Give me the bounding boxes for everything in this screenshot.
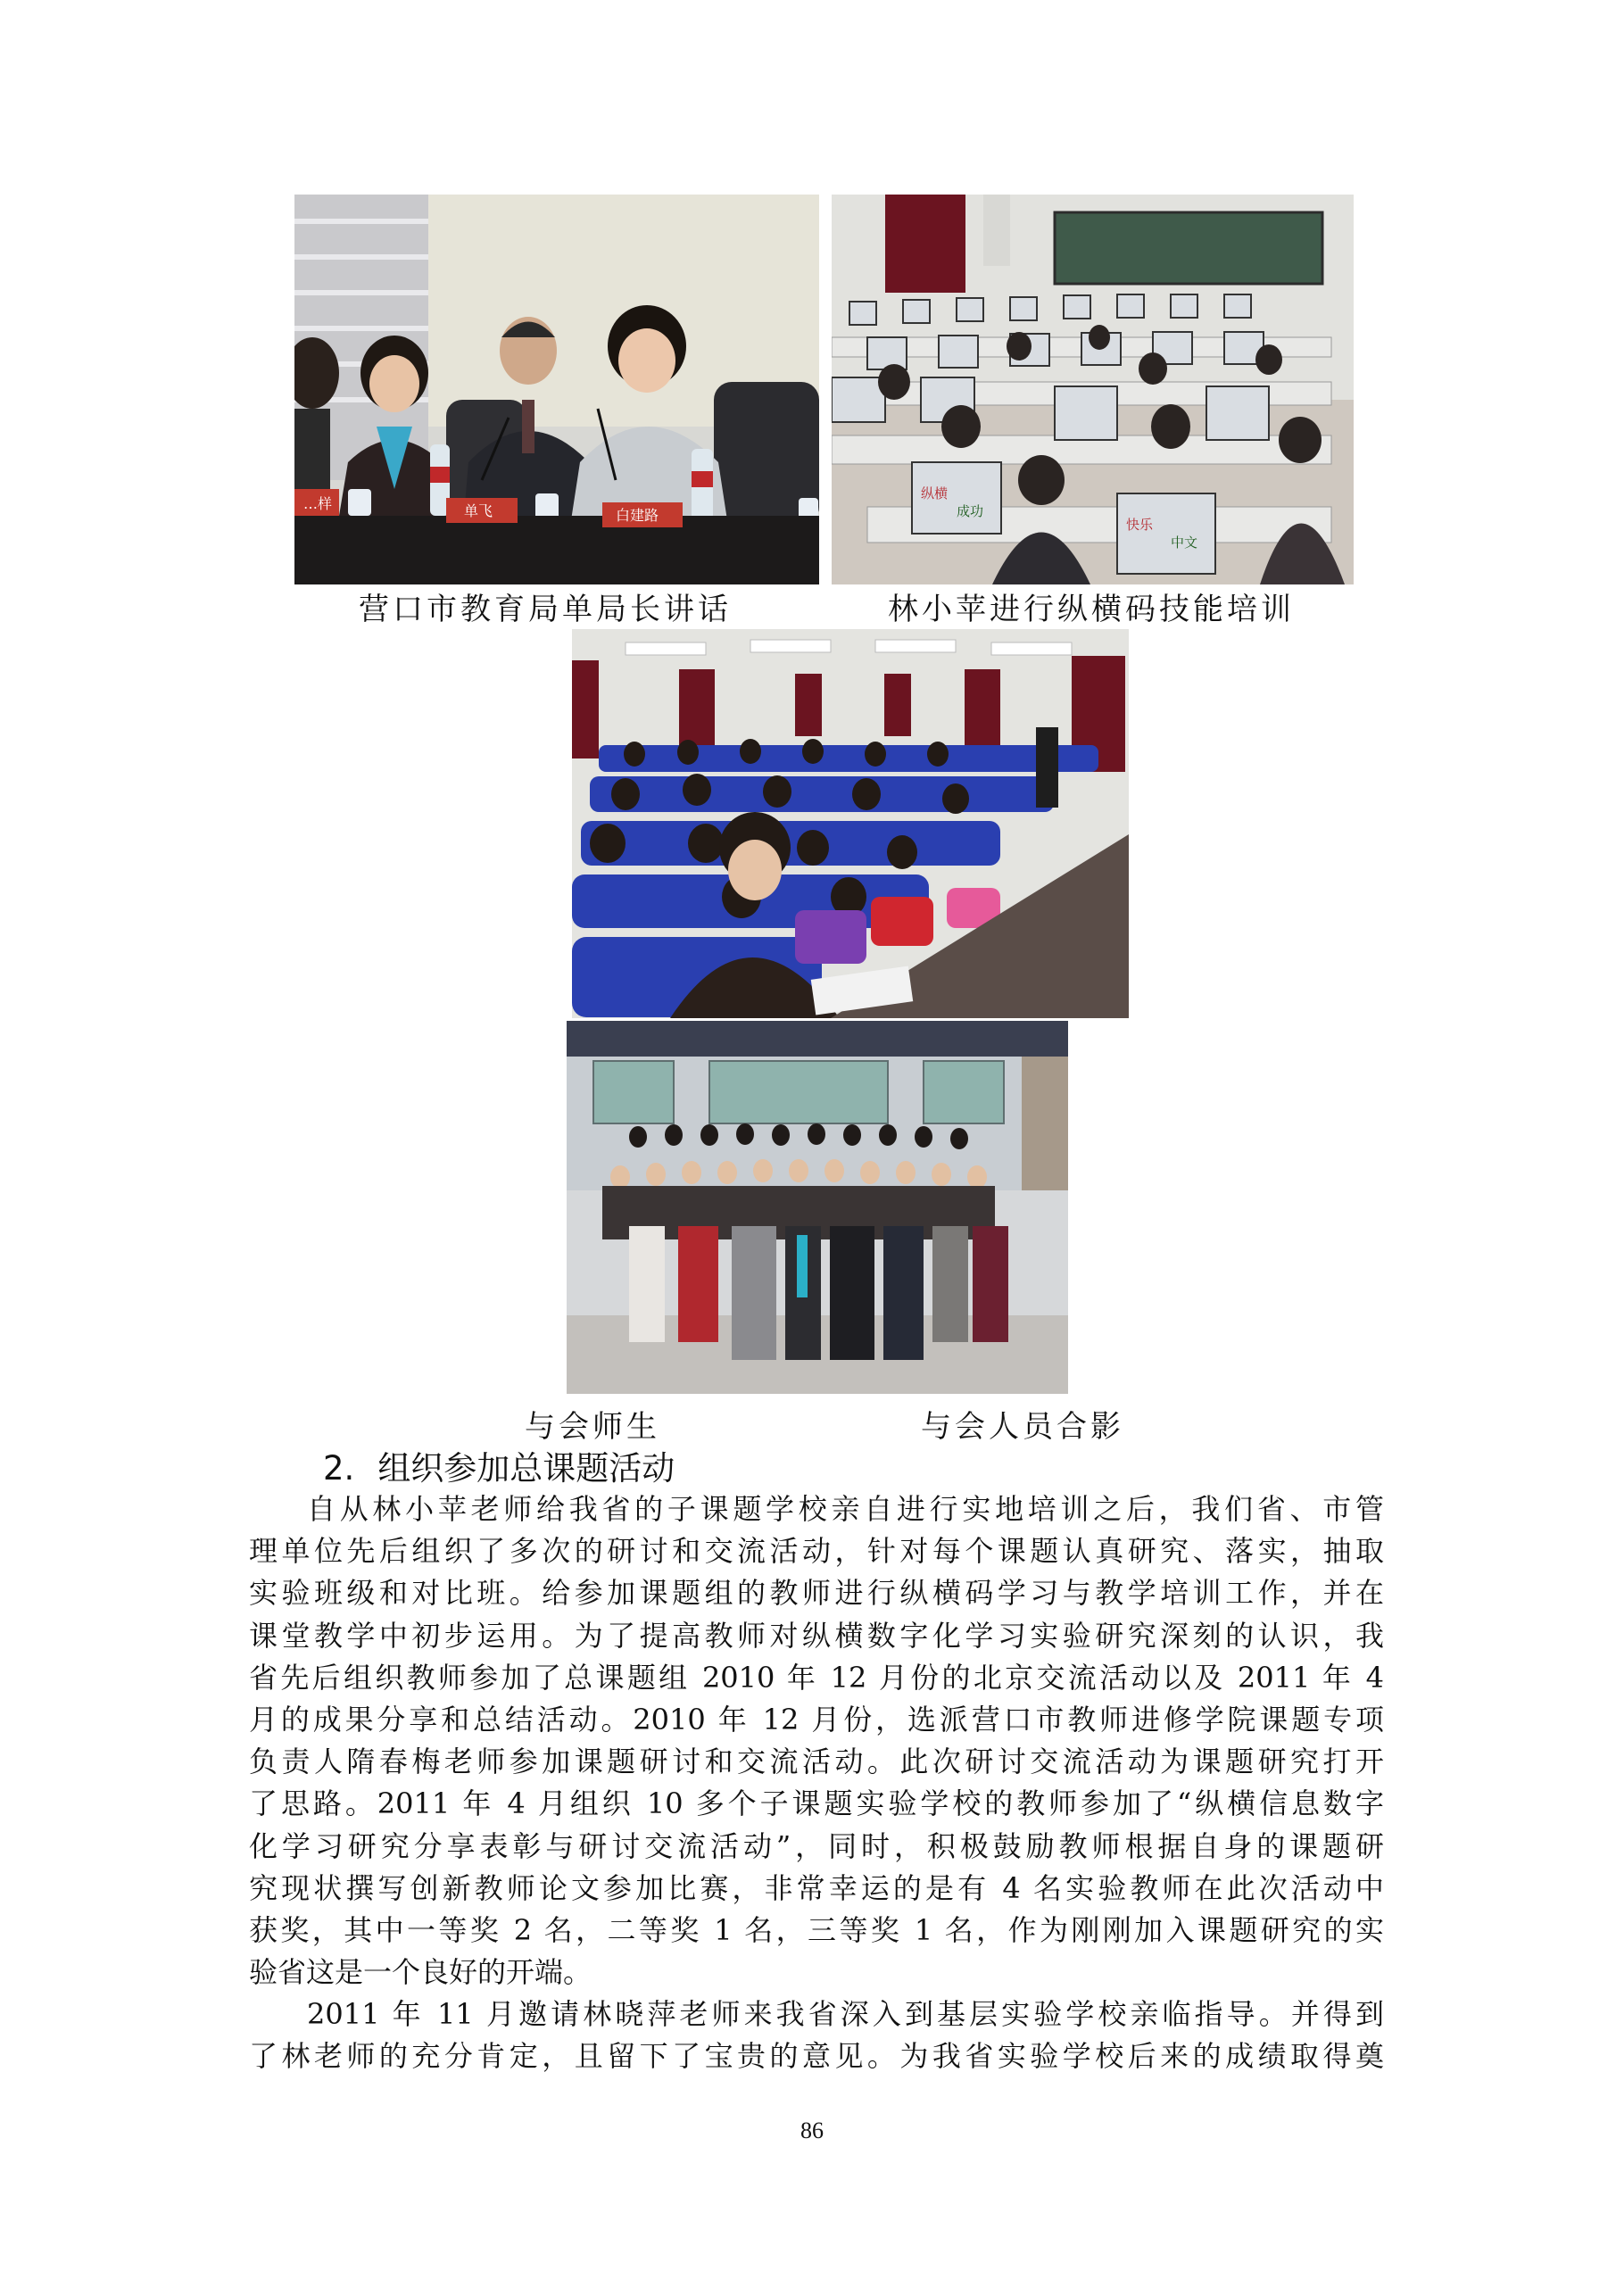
text-line: 了林老师的充分肯定，且留下了宝贵的意见。为我省实验学校后来的成绩取得奠 <box>249 2039 1384 2074</box>
page-number: 86 <box>800 2118 824 2143</box>
caption-training: 林小苹进行纵横码技能培训 <box>888 592 1295 627</box>
section-number: 2. <box>323 1449 355 1488</box>
photo-speech <box>294 195 819 584</box>
caption-group: 与会人员合影 <box>921 1409 1124 1445</box>
text-line: 省先后组织教师参加了总课题组 2010 年 12 月份的北京交流活动以及 2011 年 4 <box>249 1660 1384 1695</box>
text-line: 自从林小苹老师给我省的子课题学校亲自进行实地培训之后，我们省、市管 <box>307 1492 1384 1526</box>
text-line: 理单位先后组织了多次的研讨和交流活动，针对每个课题认真研究、落实，抽取 <box>249 1534 1384 1569</box>
caption-speech: 营口市教育局单局长讲话 <box>359 592 732 627</box>
text-line: 获奖，其中一等奖 2 名，二等奖 1 名，三等奖 1 名，作为刚刚加入课题研究的实 <box>249 1912 1384 1947</box>
paragraph-2 <box>249 1993 1384 2077</box>
paragraph-1 <box>249 1488 1384 1993</box>
caption-audience: 与会师生 <box>525 1409 660 1445</box>
screen-text-2: 成功 <box>957 503 984 519</box>
screen-text-4: 中文 <box>1171 535 1198 551</box>
text-line: 验省这是一个良好的开端。 <box>249 1955 592 1990</box>
section-title: 组织参加总课题活动 <box>377 1449 675 1488</box>
section-heading <box>323 1441 675 1489</box>
screen-text-1: 纵横 <box>921 485 949 501</box>
text-line: 负责人隋春梅老师参加课题研讨和交流活动。此次研讨交流活动为课题研究打开 <box>249 1745 1384 1779</box>
text-line: 了思路。2011 年 4 月组织 10 多个子课题实验学校的教师参加了“纵横信息数字 <box>249 1786 1384 1821</box>
text-line: 2011 年 11 月邀请林晓萍老师来我省深入到基层实验学校亲临指导。并得到 <box>307 1997 1384 2032</box>
text-line: 课堂教学中初步运用。为了提高教师对纵横数字化学习实验研究深刻的认识，我 <box>249 1618 1384 1653</box>
text-line: 月的成果分享和总结活动。2010 年 12 月份，选派营口市教师进修学院课题专项 <box>249 1702 1384 1737</box>
text-line: 究现状撰写创新教师论文参加比赛，非常幸运的是有 4 名实验教师在此次活动中 <box>249 1870 1384 1905</box>
screen-text-3: 快乐 <box>1126 517 1154 533</box>
text-line: 实验班级和对比班。给参加课题组的教师进行纵横码学习与教学培训工作，并在 <box>249 1576 1384 1611</box>
placard-3: 白建路 <box>616 507 659 524</box>
placard-1: …样 <box>303 495 333 512</box>
text-line: 化学习研究分享表彰与研讨交流活动”，同时，积极鼓励教师根据自身的课题研 <box>249 1828 1384 1863</box>
photo-audience <box>572 629 1129 1018</box>
photo-training <box>832 195 1354 584</box>
photo-group <box>567 1021 1068 1394</box>
body-text <box>249 1488 1384 2078</box>
placard-2: 单飞 <box>464 502 493 519</box>
